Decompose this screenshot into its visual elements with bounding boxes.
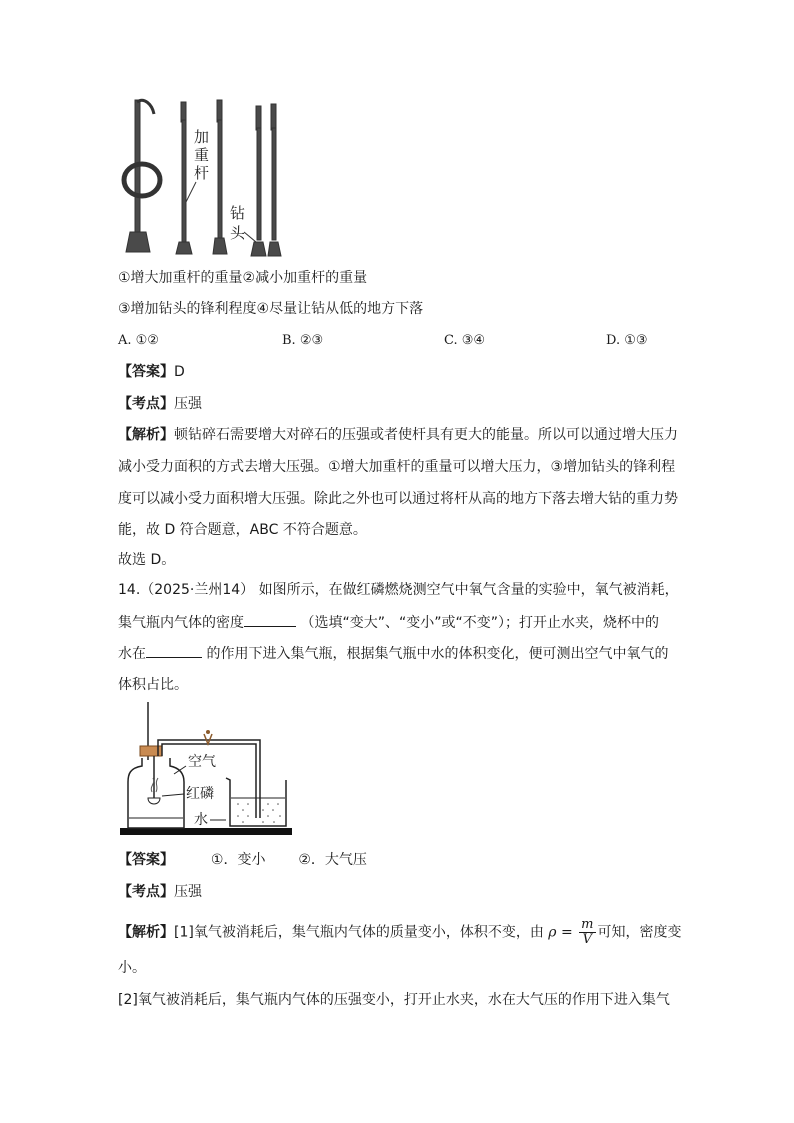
q14-stem-line-1: 14.（2025·兰州14） 如图所示，在做红磷燃烧测空气中氧气含量的实验中，氧气被消耗，: [118, 582, 679, 598]
q14-blank-1: [244, 612, 296, 627]
q14-stem-line-2-b: （选填“变大”、“变小”或“不变”）；打开止水夹，烧杯中的: [300, 615, 659, 631]
q14-analysis-line-1: [118, 918, 682, 947]
q13-analysis-line-4: 能，故 D 符合题意，ABC 不符合题意。: [118, 522, 367, 538]
tool-4-shaft: [257, 128, 261, 240]
q14-analysis-text-1: [1]氧气被消耗后，集气瓶内气体的质量变小，体积不变，由: [174, 924, 544, 941]
q13-option-a: A. ①②: [118, 333, 159, 348]
equals-sign: =: [556, 924, 578, 941]
q14-answer-2: ②．大气压: [298, 852, 367, 868]
q14-stem-line-2: [118, 612, 659, 633]
q14-stem-line-4: 体积占比。: [118, 677, 188, 693]
q13-answer-tag: 【答案】: [118, 364, 174, 380]
q13-option-b: B. ②③: [282, 333, 324, 348]
density-formula-fraction: [579, 918, 595, 947]
q14-analysis-line-2: [2]氧气被消耗后，集气瓶内气体的压强变小，打开止水夹，水在大气压的作用下进入集气: [118, 992, 670, 1008]
bit-label-char-2: 头: [230, 224, 246, 242]
q13-option-c: C. ③④: [444, 333, 486, 348]
q14-stem-line-3-b: 的作用下进入集气瓶，根据集气瓶中水的体积变化，便可测出空气中氧气的: [206, 646, 669, 662]
q13-answer-line: [118, 362, 185, 382]
rod-label-char-2: 重: [194, 146, 210, 164]
q13-analysis-line-1: [118, 425, 678, 445]
q13-option-d: D. ①③: [606, 333, 648, 348]
tool-3-bit: [213, 238, 227, 254]
rod-label-char-3: 杆: [194, 164, 210, 182]
q14-blank-2: [146, 643, 202, 658]
q13-analysis-tag: 【解析】: [118, 427, 174, 443]
tool-5-shaft: [272, 128, 276, 240]
q14-answer-1: ①．变小: [210, 852, 266, 868]
tool-4-top: [256, 106, 261, 130]
label-air: 空气: [188, 754, 216, 770]
phosphorus-apparatus-figure: [118, 700, 298, 846]
q14-analysis-line-1c: 小。: [118, 960, 146, 976]
q13-statements-line-2: ③增加钻头的锋利程度④尽量让钻从低的地方下落: [118, 301, 424, 317]
q14-stem-line-2-a: 集气瓶内气体的密度: [118, 615, 244, 631]
q14-point-line: [118, 882, 202, 902]
tool-3-shaft: [218, 120, 222, 238]
q14-analysis-text-1b: 可知，密度变: [597, 924, 682, 941]
formula-denominator: V: [582, 932, 593, 947]
clamp-icon: [204, 734, 212, 744]
drill-tools-figure: [118, 92, 318, 264]
connecting-tube: [158, 740, 260, 818]
tool-5-bit: [268, 242, 281, 256]
tool-4-bit: [251, 242, 266, 256]
combustion-spoon: [148, 798, 160, 804]
q14-stem-line-3-a: 水在: [118, 646, 146, 662]
tool-2-top: [181, 102, 186, 122]
q13-analysis-text-1: 顿钻碎石需要增大对碎石的压强或者使杆具有更大的能量。所以可以通过增大压力: [174, 427, 678, 443]
bit-label-pointer: [244, 232, 256, 242]
formula-numerator: m: [581, 917, 594, 932]
label-water: 水: [194, 812, 208, 828]
q13-analysis-line-3: 度可以减小受力面积增大压强。除此之外也可以通过将杆从高的地方下落去增大钻的重力势: [118, 491, 678, 507]
tool-1-bit: [126, 232, 150, 252]
q13-point-line: [118, 394, 202, 414]
q13-statements-line-1: ①增大加重杆的重量②减小加重杆的重量: [118, 270, 368, 286]
tool-2-shaft: [182, 120, 186, 242]
label-phosphorus-pointer: [162, 794, 184, 796]
base-board: [120, 828, 292, 835]
q14-point-value: 压强: [174, 884, 202, 900]
q13-answer-value: D: [174, 364, 185, 380]
q13-conclusion: 故选 D。: [118, 552, 176, 568]
q13-point-tag: 【考点】: [118, 396, 174, 412]
tool-2-bit: [176, 242, 192, 254]
bit-label-char-1: 钻: [230, 204, 246, 222]
q14-analysis-tag: 【解析】: [118, 924, 174, 941]
q14-stem-line-3: [118, 643, 668, 664]
q13-point-value: 压强: [174, 396, 202, 412]
rod-label-pointer: [186, 182, 196, 202]
clamp-knob: [206, 730, 210, 734]
tool-3-top: [217, 100, 222, 122]
q13-analysis-line-2: 减小受力面积的方式去增大压强。①增大加重杆的重量可以增大压力，③增加钻头的锋利程: [118, 459, 676, 475]
q14-answer-tag: 【答案】: [118, 852, 174, 868]
q14-point-tag: 【考点】: [118, 884, 174, 900]
tool-1-loop: [124, 164, 160, 196]
label-phosphorus: 红磷: [186, 786, 214, 802]
q14-answer-line: [118, 850, 367, 870]
beaker-water-dots: [237, 803, 281, 823]
rho-symbol: ρ: [548, 924, 557, 941]
rod-label-char-1: 加: [194, 128, 210, 146]
tool-5-top: [271, 104, 276, 130]
